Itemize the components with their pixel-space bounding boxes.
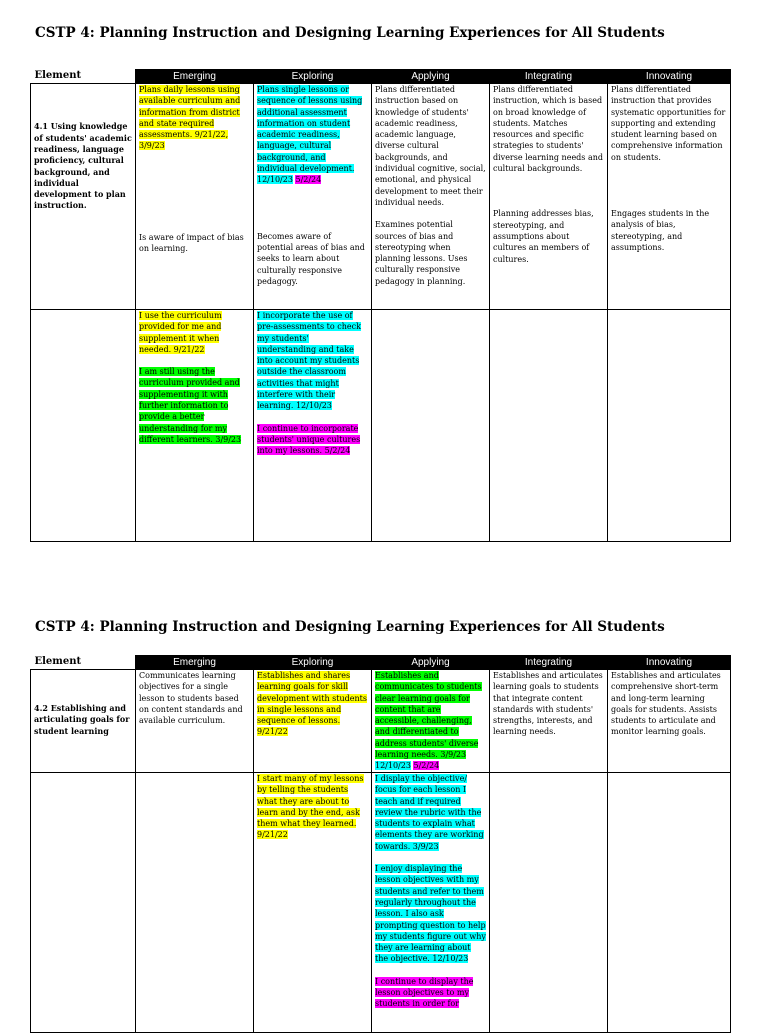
applying-date-2: 5/2/24: [413, 761, 440, 771]
innovating-descriptor: [608, 84, 731, 310]
rubric-table-4-2: [30, 655, 731, 1033]
element-label-text: 4.1 Using knowledge of students' academic readiness, language proficiency, cultural background, and individual development to plan instruction.: [34, 121, 132, 211]
exploring-descriptor-text: Establishes and shares learning goals for skill development with students in single lessons and sequence of lessons. 9/21/22: [257, 671, 367, 737]
applying-descriptor: [372, 670, 490, 773]
innovating-evidence: [608, 310, 731, 542]
level-applying: Applying: [372, 70, 490, 84]
evidence-element-cell: [31, 310, 136, 542]
page-title: CSTP 4: Planning Instruction and Designing Learning Experiences for All Students: [35, 25, 665, 41]
integrating-descriptor: [490, 670, 608, 773]
exploring-date-highlight: 5/2/24: [295, 175, 322, 185]
level-header-row: [31, 70, 731, 84]
exploring-evidence-1: I incorporate the use of pre-assessments to check my students' understanding and take into account my students outside the classroom activities that might interfere with their learning. 12/10/23: [257, 311, 361, 411]
exploring-descriptor-text: Plans single lessons or sequence of lessons using additional assessment information on student academic readiness, language, cultural background, and individual development. 12/10/23: [257, 85, 363, 185]
applying-evidence-3: I continue to display the lesson objectives to my students in order for: [375, 976, 474, 1009]
innovating-descriptor: [608, 670, 731, 773]
element-header: Element: [34, 655, 82, 667]
evidence-element-cell: [31, 773, 136, 1033]
evidence-row: [31, 773, 731, 1033]
applying-bias-text: Examines potential sources of bias and stereotyping when planning lessons. Uses culturally responsive pedagogy in planning.: [375, 220, 468, 286]
emerging-evidence-2: I am still using the curriculum provided and supplementing it with further information to provide a better understanding for my different learners. 3/9/23: [139, 367, 242, 444]
applying-evidence: [372, 773, 490, 1033]
level-innovating: Innovating: [608, 70, 731, 84]
innovating-descriptor-text: Plans differentiated instruction that provides systematic opportunities for supporting and extending student learning based on comprehensive information on students.: [611, 85, 726, 162]
applying-date-1: 12/10/23: [375, 761, 411, 771]
level-applying: Applying: [372, 656, 490, 670]
integrating-descriptor-text: Plans differentiated instruction, which is based on broad knowledge of students. Matches resources and specific strategies to students' diverse learning needs and cultural backgrounds.: [493, 85, 603, 174]
emerging-evidence: [136, 773, 254, 1033]
exploring-descriptor: [254, 84, 372, 310]
level-exploring: Exploring: [254, 70, 372, 84]
exploring-evidence-1: I start many of my lessons by telling the students what they are about to learn and by the end, ask them what they learned. 9/21/22: [257, 774, 364, 840]
applying-evidence: [372, 310, 490, 542]
element-label: [31, 84, 136, 310]
evidence-row: [31, 310, 731, 542]
exploring-evidence: [254, 310, 372, 542]
level-header-row: [31, 656, 731, 670]
emerging-bias-text: Is aware of impact of bias on learning.: [139, 232, 244, 254]
emerging-descriptor: [136, 670, 254, 773]
integrating-descriptor: [490, 84, 608, 310]
descriptor-row: [31, 670, 731, 773]
descriptor-row: [31, 84, 731, 310]
element-label: [31, 670, 136, 773]
emerging-descriptor-text: Plans daily lessons using available curriculum and information from district and state required assessments. 9/21/22, 3/9/23: [139, 85, 241, 151]
level-emerging: Emerging: [136, 656, 254, 670]
innovating-descriptor-text: Establishes and articulates comprehensive short-term and long-term learning goals for students. Assists students to articulate and monitor learning goals.: [611, 671, 721, 737]
exploring-evidence: [254, 773, 372, 1033]
emerging-descriptor: [136, 84, 254, 310]
element-header: Element: [34, 69, 82, 81]
applying-descriptor-text: Establishes and communicates to students clear learning goals for content that are accessible, challenging, and differentiated to address students' diverse learning needs. 3/9/23: [375, 671, 482, 760]
integrating-evidence: [490, 310, 608, 542]
level-integrating: Integrating: [490, 656, 608, 670]
applying-evidence-1: I display the objective/ focus for each lesson I teach and if required review the rubric with the students to explain what elements they are working towards. 3/9/23: [375, 774, 484, 851]
emerging-evidence-1: I use the curriculum provided for me and supplement it when needed. 9/21/22: [139, 311, 222, 354]
rubric-table-4-1: [30, 69, 731, 542]
level-innovating: Innovating: [608, 656, 731, 670]
innovating-evidence: [608, 773, 731, 1033]
level-integrating: Integrating: [490, 70, 608, 84]
integrating-evidence: [490, 773, 608, 1033]
applying-descriptor: [372, 84, 490, 310]
applying-descriptor-text: Plans differentiated instruction based on knowledge of students' academic readiness, academic language, diverse cultural backgrounds, and individual cognitive, social, emotional, and physical development to meet their individual needs.: [375, 85, 486, 207]
emerging-descriptor-text: Communicates learning objectives for a single lesson to students based on content standards and available curriculum.: [139, 671, 243, 726]
exploring-descriptor: [254, 670, 372, 773]
integrating-descriptor-text: Establishes and articulates learning goals to students that integrate content standards with students' strengths, interests, and learning needs.: [493, 671, 603, 737]
exploring-bias-text: Becomes aware of potential areas of bias and seeks to learn about culturally responsive pedagogy.: [257, 231, 365, 286]
level-emerging: Emerging: [136, 70, 254, 84]
emerging-evidence: [136, 310, 254, 542]
element-label-text: 4.2 Establishing and articulating goals for student learning: [34, 703, 130, 736]
exploring-evidence-2: I continue to incorporate students' unique cultures into my lessons. 5/2/24: [257, 423, 361, 456]
level-exploring: Exploring: [254, 656, 372, 670]
page-title-2: CSTP 4: Planning Instruction and Designing Learning Experiences for All Students: [35, 619, 665, 635]
applying-evidence-2: I enjoy displaying the lesson objectives with my students and refer to them regularly throughout the lesson. I also ask prompting question to help my students figure out why they are learning about the objective. 12/10/23: [375, 864, 486, 964]
integrating-bias-text: Planning addresses bias, stereotyping, and assumptions about cultures an members of cultures.: [493, 209, 594, 264]
innovating-bias-text: Engages students in the analysis of bias, stereotyping, and assumptions.: [611, 209, 710, 252]
